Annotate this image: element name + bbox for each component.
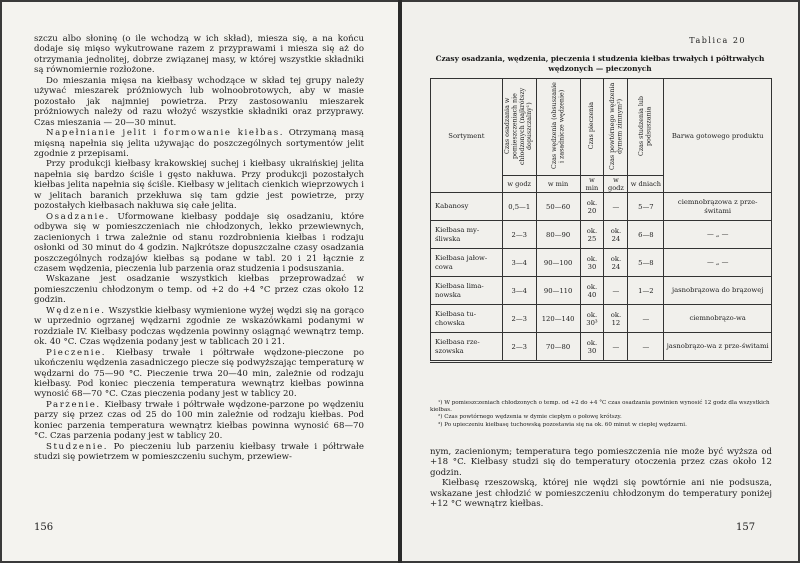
paragraph: Wskazane jest osadzanie wszystkich kiełbas przeprowadzać w pomieszczeniu chłodzonym o temp. od +2 do +4 °C przez czas około 12 godzin. [34, 274, 364, 306]
smoking-times-table [430, 78, 772, 363]
value-cell: ok. 30 [580, 249, 604, 277]
header-col: Czas wędzenia (obsuszanie i zasadnicze wędzenie) [536, 79, 580, 176]
header-col: Czas pieczenia [580, 79, 604, 176]
footnote: ¹) W pomieszczeniach chłodzonych o temp. od +2 do +4 °C czas osadzania powinien wynosić 12 godz dla wszystkich kiełbas. [430, 400, 770, 414]
paragraph: nym, zacienionym; temperatura tego pomieszczenia nie może być wyższa od +18 °C. Kiełbasy studzi się do temperatury otoczenia przez czas około 12 godzin. [430, 447, 772, 478]
value-cell: 120—140 [536, 305, 580, 333]
value-cell: 2—3 [502, 333, 536, 362]
value-cell: 80—90 [536, 221, 580, 249]
colour-cell: ciemnobrązo-wa [664, 305, 772, 333]
value-cell: ok. 24 [604, 221, 628, 249]
sortyment-cell: Kiełbasa my-śliwska [431, 221, 503, 249]
value-cell: ok. 12 [604, 305, 628, 333]
value-cell: — [604, 333, 628, 362]
value-cell: ok. 20 [580, 193, 604, 221]
value-cell: 3—4 [502, 277, 536, 305]
header-colour: Barwa gotowego produktu [664, 79, 772, 193]
colour-cell: jasnobrązowa do brązowej [664, 277, 772, 305]
paragraph: Napełnianie jelit i formowanie kiełbas. Otrzymaną masą mięsną napełnia się jelita używając do poszczególnych sortymentów jelit zgodnie z przepisami. [34, 128, 364, 159]
value-cell: 3—4 [502, 249, 536, 277]
colour-cell: — „ — [664, 249, 772, 277]
paragraph: szczu albo słoninę (o ile wchodzą w ich skład), miesza się, a na końcu dodaje się mięso wykutrowane razem z przyprawami i miesza się aż do otrzymania jednolitej, dobrze związanej masy, w której wszystkie składniki są równomiernie rozłożone. [34, 34, 364, 76]
value-cell: 90—110 [536, 277, 580, 305]
table-row [431, 277, 772, 305]
page-number-left: 156 [34, 522, 54, 533]
right-page-body [430, 447, 772, 510]
header-col: Czas osadzania w pomieszczeniach nie chłodzonych (najkrótszy dopuszczalny¹) [502, 79, 536, 176]
value-cell: 50—60 [536, 193, 580, 221]
table-title: Czasy osadzania, wędzenia, pieczenia i studzenia kiełbas trwałych i półtrwałych wędzonych — pieczonych [435, 54, 765, 73]
value-cell: 90—100 [536, 249, 580, 277]
colour-cell: ciemnobrązowa z prze-świtami [664, 193, 772, 221]
sortyment-cell: Kabanosy [431, 193, 503, 221]
unit-cell: w min [580, 176, 604, 193]
value-cell: 2—3 [502, 305, 536, 333]
value-cell: ok. 40 [580, 277, 604, 305]
unit-cell: w godz [502, 176, 536, 193]
footnote: ²) Czas powtórnego wędzenia w dymie ciepłym o połowę krótszy. [438, 414, 622, 421]
paragraph: Pieczenie. Kiełbasy trwałe i półtrwałe wędzone-pieczone po ukończeniu wędzenia zasadniczego piecze się podwyższając temperaturę w wędzarni do 75—90 °C. Pieczenie trwa 20—40 min, zależnie od rodzaju kiełbasy. Pod koniec pieczenia temperatura wewnątrz kiełbas powinna wynosić 68—70 °C. Czas pieczenia podany jest w tablicy 20. [34, 347, 364, 400]
value-cell: ok. 25 [580, 221, 604, 249]
paragraph: Wędzenie. Wszystkie kiełbasy wymienione wyżej wędzi się na gorąco w uprzednio ogrzanej wędzarni zgodnie ze wskazówkami podanymi w rozdziale IV. Kiełbasy podczas wędzenia powinny osiągnąć wewnątrz temp. ok. 40 °C. Czas wędzenia podany jest w tablicach 20 i 21. [34, 305, 364, 348]
table-row [431, 249, 772, 277]
value-cell: — [628, 305, 664, 333]
sortyment-cell: Kiełbasa rze-szowska [431, 333, 503, 362]
paragraph: Do mieszania mięsa na kiełbasy wchodzące w skład tej grupy należy używać mieszarek próżniowych lub wolnoobrotowych, aby w masie pozostało jak najmniej powietrza. Przy zastosowaniu mieszarek próżniowych należy od razu włożyć wszystkie składniki oraz przyprawy. Czas mieszania — 20—30 minut. [34, 75, 364, 128]
left-page-body [34, 34, 364, 463]
colour-cell: jasnobrązo-wa z prze-świtami [664, 333, 772, 362]
value-cell: 1—2 [628, 277, 664, 305]
paragraph: Parzenie. Kiełbasy trwałe i półtrwałe wędzone-parzone po wędzeniu parzy się przez czas od 25 do 100 min zależnie od rodzaju kiełbas. Pod koniec parzenia temperatura wewnątrz kiełbas powinna wynosić 68—70 °C. Czas parzenia podany jest w tablicy 20. [34, 399, 364, 442]
table-row [431, 305, 772, 333]
sortyment-cell: Kiełbasa jałow-cowa [431, 249, 503, 277]
right-page [402, 2, 798, 561]
value-cell: ok. 30³ [580, 305, 604, 333]
table-body [431, 193, 772, 362]
value-cell: — [604, 277, 628, 305]
colour-cell: — „ — [664, 221, 772, 249]
value-cell: ok. 24 [604, 249, 628, 277]
header-sortyment: Sortyment [431, 79, 503, 193]
value-cell: 6—8 [628, 221, 664, 249]
paragraph: Kiełbasę rzeszowską, której nie wędzi się powtórnie ani nie podsusza, wskazane jest chłodzić w pomieszczeniu chłodzonym do temperatury poniżej +12 °C wewnątrz kiełbas. [430, 478, 772, 510]
table-row [431, 193, 772, 221]
sortyment-cell: Kiełbasa tu-chowska [431, 305, 503, 333]
unit-cell: w dniach [628, 176, 664, 193]
value-cell: ok. 30 [580, 333, 604, 362]
table-row [431, 333, 772, 362]
value-cell: 70—80 [536, 333, 580, 362]
unit-cell: w godz [604, 176, 628, 193]
left-page [2, 2, 398, 561]
value-cell: 0,5—1 [502, 193, 536, 221]
value-cell: 5—8 [628, 249, 664, 277]
header-col: Czas powtórnego wędzenia dymem zimnym²) [604, 79, 628, 176]
table-label: Tablica 20 [689, 36, 746, 45]
paragraph: Studzenie. Po pieczeniu lub parzeniu kiełbasy trwałe i półtrwałe studzi się powietrzem w pomieszczeniu suchym, przewiew- [34, 441, 364, 463]
sortyment-cell: Kiełbasa lima-nowska [431, 277, 503, 305]
paragraph: Przy produkcji kiełbasy krakowskiej suchej i kiełbasy ukraińskiej jelita napełnia się bardzo ściśle i gęsto nakłuwa. Przy produkcji pozostałych kiełbas jelita napełnia się ściśle. Kiełbasy w jelitach cienkich wieprzowych i w jelitach baranich przekłuwa się tam gdzie jest powietrze, przy pozostałych kiełbasach nakłuwa się całe jelita. [34, 159, 364, 212]
value-cell: — [604, 193, 628, 221]
table-footnotes [430, 400, 770, 429]
header-col: Czas studzenia lub podsuszania [628, 79, 664, 176]
value-cell: 5—7 [628, 193, 664, 221]
page-number-right: 157 [736, 522, 756, 533]
unit-cell: w min [536, 176, 580, 193]
paragraph: Osadzanie. Uformowane kiełbasy poddaje się osadzaniu, które odbywa się w pomieszczeniach nie chłodzonych, lekko przewiewnych, zacienionych i trwa zależnie od stanu rozdrobnienia kiełbas i rodzaju osłonki od 30 minut do 4 godzin. Najkrótsze dopuszczalne czasy osadzania poszczególnych rodzajów kiełbas są podane w tabl. 20 i 21 łącznie z czasem wędzenia, pieczenia lub parzenia oraz studzenia i podsuszania. [34, 211, 364, 274]
table-row [431, 221, 772, 249]
value-cell: 2—3 [502, 221, 536, 249]
footnote: ³) Po upieczeniu kiełbasę tuchowską pozostawia się na ok. 60 minut w ciepłej wędzarni. [438, 421, 687, 428]
value-cell: — [628, 333, 664, 362]
